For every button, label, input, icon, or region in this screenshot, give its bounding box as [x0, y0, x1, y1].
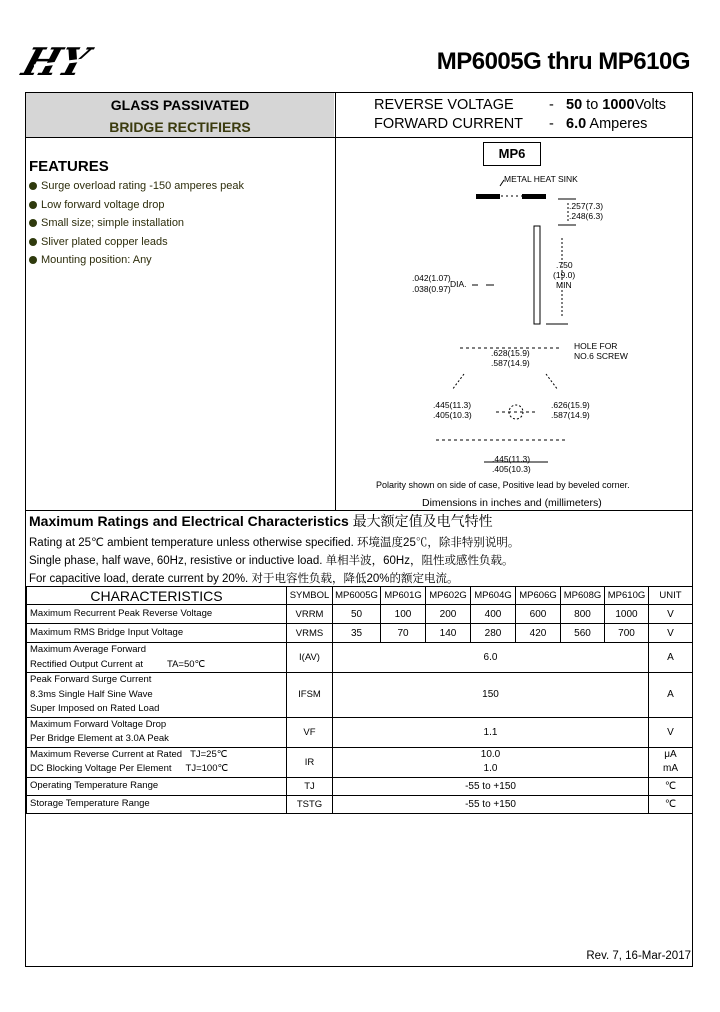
rating-note-1: Rating at 25℃ ambient temperature unless otherwise specified. 环境温度25℃，除非特别说明。: [29, 537, 520, 549]
dim-d1: .628(15.9): [491, 348, 530, 358]
table-row: Maximum Recurrent Peak Reverse Voltage VRRM 50 100 200 400 600 800 1000 V: [27, 605, 693, 624]
rating-summary: [374, 97, 666, 135]
characteristics-table: [26, 586, 693, 814]
col-mp604g: MP604G: [471, 587, 516, 605]
forward-current-label: FORWARD CURRENT: [374, 116, 524, 132]
dim-b3: MIN: [556, 280, 572, 290]
hole-label-2: NO.6 SCREW: [574, 351, 628, 361]
banner-line1: GLASS PASSIVATED: [110, 97, 250, 113]
bullet-icon: [29, 219, 37, 227]
bullet-icon: [29, 201, 37, 209]
polarity-note: Polarity shown on side of case, Positive lead by beveled corner.: [376, 480, 630, 490]
dim-e2: .405(10.3): [433, 410, 472, 420]
col-mp6005g: MP6005G: [333, 587, 381, 605]
package-outline-diagram: [336, 168, 692, 512]
dim-g2: .405(10.3): [492, 464, 531, 474]
col-mp608g: MP608G: [561, 587, 605, 605]
features-list: [29, 179, 244, 272]
hole-label-1: HOLE FOR: [574, 341, 618, 351]
dim-c2: .038(0.97): [412, 284, 451, 294]
dim-f1: .626(15.9): [551, 400, 590, 410]
feature-item: Mounting position: Any: [29, 253, 244, 272]
dimensions-note: Dimensions in inches and (millimeters): [422, 497, 602, 509]
col-mp606g: MP606G: [516, 587, 561, 605]
revision-label: Rev. 7, 16-Mar-2017: [586, 950, 691, 962]
bullet-icon: [29, 256, 37, 264]
bullet-icon: [29, 182, 37, 190]
dim-e1: .445(11.3): [433, 400, 472, 410]
dim-b1: .750: [556, 260, 573, 270]
dim-a2: .248(6.3): [569, 211, 604, 221]
col-mp610g: MP610G: [605, 587, 649, 605]
logo-text: HY: [16, 39, 95, 85]
rating-note-3: For capacitive load, derate current by 20%. 对于电容性负载，降低20%的额定电流。: [29, 573, 459, 585]
col-mp601g: MP601G: [381, 587, 426, 605]
table-row: Maximum RMS Bridge Input Voltage VRMS 35 70 140 280 420 560 700 V: [27, 624, 693, 643]
feature-item: Sliver plated copper leads: [29, 235, 244, 254]
table-row: Maximum Forward Voltage Drop Per Bridge Element at 3.0A Peak VF 1.1 V: [27, 717, 693, 747]
dim-f2: .587(14.9): [551, 410, 590, 420]
feature-item: Small size; simple installation: [29, 216, 244, 235]
heat-sink-label: METAL HEAT SINK: [504, 174, 578, 184]
dim-g1: .445(11.3): [492, 454, 531, 464]
col-unit: UNIT: [649, 587, 693, 605]
col-mp602g: MP602G: [426, 587, 471, 605]
col-symbol: SYMBOL: [287, 587, 333, 605]
banner-line2: BRIDGE RECTIFIERS: [109, 119, 251, 135]
features-heading: FEATURES: [29, 158, 109, 175]
forward-current-row: FORWARD CURRENT - 6.0 Amperes: [374, 116, 648, 132]
table-row: Maximum Average Forward Rectified Output Current at TA=50℃ I(AV) 6.0 A: [27, 643, 693, 673]
dim-b2: (19.0): [553, 270, 576, 280]
feature-item: Low forward voltage drop: [29, 198, 244, 217]
table-row: Maximum Reverse Current at Rated TJ=25℃ DC Blocking Voltage Per Element TJ=100℃ IR 10.0 1.0 μA mA: [27, 747, 693, 777]
table-row: Operating Temperature Range TJ -55 to +150 ℃: [27, 777, 693, 795]
bullet-icon: [29, 238, 37, 246]
table-row: Storage Temperature Range TSTG -55 to +150 ℃: [27, 795, 693, 813]
dim-d2: .587(14.9): [491, 358, 530, 368]
reverse-voltage-label: REVERSE VOLTAGE: [374, 97, 514, 113]
package-name: MP6: [483, 142, 541, 166]
table-row: Peak Forward Surge Current 8.3ms Single Half Sine Wave Super Imposed on Rated Load IFSM 150 A: [27, 673, 693, 718]
company-logo: [16, 39, 162, 85]
max-ratings-title: Maximum Ratings and Electrical Characteristics 最大额定值及电气特性: [29, 513, 493, 529]
banner-box: [26, 93, 334, 137]
dim-c3: DIA.: [450, 279, 467, 289]
reverse-voltage-row: REVERSE VOLTAGE - 50 to 1000Volts: [374, 97, 666, 113]
col-characteristics: CHARACTERISTICS: [27, 587, 287, 605]
table-header: [27, 587, 693, 605]
dim-a1: .257(7.3): [569, 201, 604, 211]
page-title: MP6005G thru MP610G: [436, 48, 690, 75]
feature-item: Surge overload rating -150 amperes peak: [29, 179, 244, 198]
divider-header: [25, 137, 693, 138]
rating-note-2: Single phase, half wave, 60Hz, resistive or inductive load. 单相半波，60Hz，阻性或感性负载。: [29, 555, 514, 567]
dim-c1: .042(1.07): [412, 273, 451, 283]
